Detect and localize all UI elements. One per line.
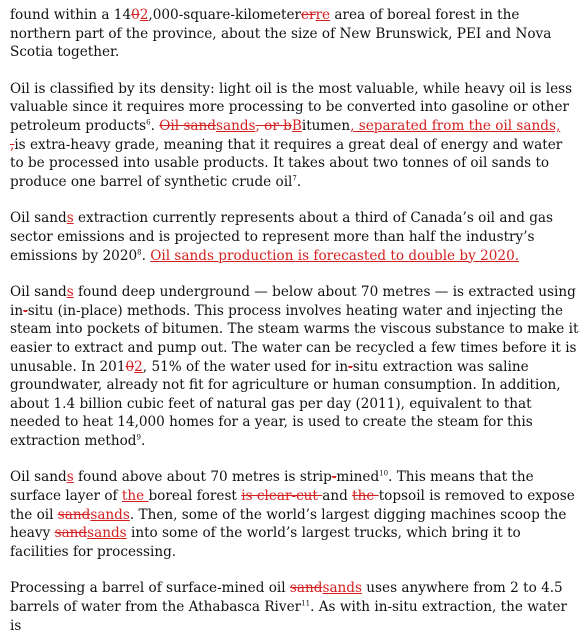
text-run: mined [336,469,380,486]
paragraph-2 [10,80,579,192]
deleted-text: - [331,469,337,486]
text-run: , 51% of the water used for in [142,358,349,375]
text-run: is extra-heavy grade, meaning that it requires a great deal of energy and water to be processed into usable products. It takes about two tonnes of oil sands to produce one barrel of synthetic crude oil [10,136,563,190]
deleted-text: sand [54,525,88,542]
footnote-ref: 9 [136,433,141,442]
inserted-text: s [66,284,74,301]
inserted-text: s [66,210,74,227]
text-run: found deep underground — below about 70 metres — is extracted using in [10,284,576,319]
deleted-text: er [301,7,316,23]
inserted-text: sands [87,525,127,542]
text-run: ,000-square-kilometer [148,7,302,23]
inserted-text: , separated from the oil sands, [350,117,561,134]
inserted-text: the [121,488,149,505]
deleted-text: , or b [255,117,292,134]
deleted-text: , [10,136,15,153]
inserted-text: re [315,7,331,23]
text-run: . [296,173,302,190]
deleted-text: 0 [125,358,135,375]
text-run: boreal forest [148,488,242,505]
paragraph-5 [10,468,579,561]
text-run: Oil is classified by its density: light oil is the most valuable, while heavy oil is less valuable since it requires more processing to be converted into gasoline or other petroleum products [10,80,573,134]
deleted-text: the [352,488,379,505]
inserted-text: sands [215,117,256,134]
text-run: itumen [301,117,351,134]
deleted-text: 0 [131,7,140,23]
text-run: situ (in-place) methods. This process involves heating water and injecting the steam into pockets of bitumen. The steam warms the viscous substance to make it easier to extract and pump out. The water can be recycled a few times before it is unusable. In 201 [10,302,579,375]
text-run: Processing a barrel of surface-mined oil [10,580,290,597]
text-run: uses anywhere from 2 to 4.5 barrels of water from the Athabasca River [10,580,563,616]
text-run: Oil sand [10,469,67,486]
text-run: found above about 70 metres is strip [73,469,332,486]
text-run: into some of the world’s largest trucks, which bring it to facilities for processing. [10,525,521,560]
inserted-text: sands [90,506,130,523]
deleted-text: Oil sand [159,117,216,134]
deleted-text: sand [289,580,323,597]
inserted-text: 2 [134,358,143,375]
inserted-text: sands [322,580,362,597]
text-run: . [150,117,160,134]
text-run: extraction currently represents about a third of Canada’s oil and gas sector emissions and is projected to represent more than half the industry’s emissions by 2020 [10,210,553,264]
footnote-ref: 6 [146,118,151,127]
footnote-ref: 10 [379,469,389,478]
inserted-text: s [66,469,74,486]
paragraph-1 [10,6,579,62]
text-run: topsoil is removed to expose the oil [10,488,575,523]
footnote-ref: 8 [137,248,142,256]
text-run: . [141,247,151,264]
footnote-ref: 11 [301,599,311,608]
deleted-text: sand [57,506,91,523]
text-run: and [322,488,353,505]
paragraph-3 [10,209,579,265]
inserted-text: B [291,117,302,134]
deleted-text: is clear-cut [241,488,323,505]
inserted-text: 2 [139,7,149,23]
text-run: area of boreal forest in the northern part of the province, about the size of New Brunswick, PEI and Nova Scotia together. [10,7,552,61]
text-run: . [140,432,146,449]
text-run: situ extraction was saline groundwater, already not fit for agriculture or human consumption. In addition, about 1.4 billion cubic feet of natural gas per day (2011), equivalent to that needed to heat 14,000 homes for a year, is used to create the steam for this extraction method [10,358,561,449]
text-run: Oil sand [10,284,67,301]
deleted-text: - [23,302,28,319]
deleted-text: - [348,358,353,375]
text-run: . As with in-situ extraction, the water is [10,599,568,634]
text-run: found within a 14 [10,7,132,23]
paragraph-4 [10,283,579,450]
text-run: Oil sand [10,210,67,227]
text-run: . Then, some of the world’s largest digging machines scoop the heavy [10,506,567,542]
footnote-ref: 7 [292,174,297,183]
text-run: . This means that the surface layer of [10,469,534,505]
inserted-text: Oil sands production is forecasted to double by 2020. [150,247,520,264]
paragraph-6 [10,579,579,635]
